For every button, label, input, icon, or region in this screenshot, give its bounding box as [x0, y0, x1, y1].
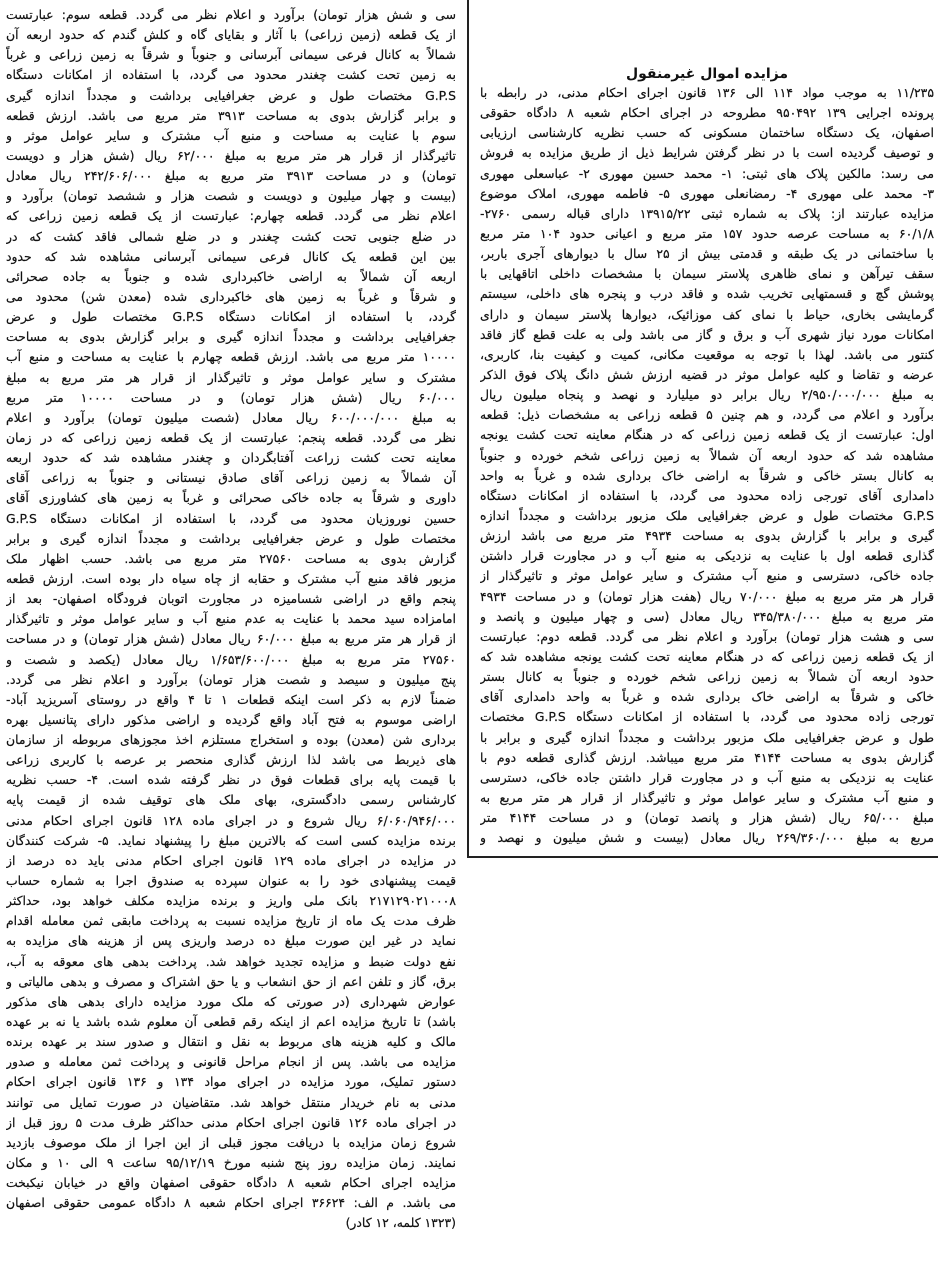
notice-text-line: و برابر گزارش بدوی به مساحت ۳۹۱۳ متر مربع می باشد. ارزش قطعه	[6, 107, 456, 123]
notice-text-line: برق، گاز و تلفن اعم از حق انشعاب و یا حق اشتراک و مصرف و بدهی مالیاتی و	[6, 973, 456, 989]
notice-text-line: به مبلغ ۶۰۰/۰۰۰/۰۰۰ ریال معادل (شصت میلیون تومان) برآورد و اعلام	[6, 409, 456, 425]
notice-text-line: مزایده اجرای احکام شعبه ۸ دادگاه حقوقی اصفهان واقع در خیابان نیکبخت	[6, 1175, 456, 1191]
notice-text-line: امامزاده سید محمد با عنایت به عدم منبع آب و سایر عوامل موثر و تاثیرگذار	[6, 611, 456, 627]
notice-text-line: نمایند. زمان مزایده روز پنج شنبه مورخ ۹۵/۱۲/۱۹ ساعت ۹ الی ۱۰ و مکان	[6, 1155, 456, 1171]
notice-text-line: برداری شن (معدن) بوده و استخراج مستلزم اخذ مجوزهای مربوطه از سازمان	[6, 732, 456, 748]
notice-text-line: شروع زمان مزایده با دریافت مجوز قبلی از این اجرا از ملک موصوف بازدید	[6, 1134, 456, 1150]
notice-text-line: می باشد. م الف: ۳۶۶۲۴ اجرای احکام شعبه ۸ دادگاه عمومی حقوقی اصفهان	[6, 1195, 456, 1211]
notice-text-line: بین این قطعه یک کانال فرعی سیمانی آبرسانی مشاهده شد که حدود	[6, 248, 456, 264]
notice-left-column	[6, 5, 456, 1234]
notice-text-line: نفع دولت ضبط و مزایده تجدید خواهد شد. پرداخت بدهی های معوقه به آب،	[6, 953, 456, 969]
notice-text-line: گردد، با استفاده از امکانات دستگاه G.P.S مختصات طول و عرض	[6, 309, 456, 325]
notice-text-line: ضمناً لازم به ذکر است اینکه قطعات ۱ تا ۴ واقع در روستای آسریزید آباد-	[6, 691, 456, 707]
notice-text-line: مدنی به نام خریدار منتقل خواهد شد. متقاضیان در صورت تمایل می توانند	[6, 1094, 456, 1110]
notice-text-line: نظر می گردد. قطعه پنجم: عبارتست از یک قطعه زمین زراعی که در زمان	[6, 429, 456, 445]
notice-text-line: مبلغ ۶۵/۰۰۰ ریال (شش هزار و پانصد تومان) و در مساحت ۴۱۴۴ متر	[480, 810, 934, 826]
notice-text-line: از قرار هر متر مربع به مبلغ ۶۰/۰۰۰ ریال معادل (شش هزار تومان) و در مساحت	[6, 631, 456, 647]
notice-text-line: پرونده اجرایی ۱۳۹ ۹۵۰۴۹۲ مطروحه در اجرای احکام شعبه ۸ دادگاه حقوقی	[480, 105, 934, 121]
notice-text-line: پوشش گچ و قسمتهایی تخریب شده و فاقد درب و پنجره های داخلی، سیستم	[480, 286, 934, 302]
notice-text-line: اربعه آن شمالاً به اراضی خاکبرداری شده و جنوباً به جاده صحرائی	[6, 268, 456, 284]
notice-text-line: شمالاً به کانال فرعی سیمانی آبرسانی و جنوباً و شرقاً به زمین زراعی و غرباً	[6, 47, 456, 63]
notice-text-line: جغرافیایی برداشت و مجدداً اندازه گیری و برابر گزارش بدوی به مساحت	[6, 329, 456, 345]
notice-text-line: اعلام نظر می گردد. قطعه چهارم: عبارتست از یک قطعه زمین زراعی که	[6, 208, 456, 224]
notice-text-line: (۱۳۲۳ کلمه، ۱۲ کادر)	[345, 1215, 456, 1231]
notice-text-line: ظرف مدت یک ماه از تاریخ مزایده نسبت به پرداخت مابقی ثمن معامله اقدام	[6, 913, 456, 929]
notice-text-line: طول و عرض جغرافیایی ملک مزبور برداشت و مجدداً اندازه گیری و برابر با	[480, 729, 934, 745]
notice-text-line: در ضلع جنوبی تحت کشت چغندر و در ضلع شمالی فاقد کشت که در	[6, 228, 456, 244]
notice-text-line: گرمایشی بخاری، حیاط با نمای کف موزائیک، دیوارها پلاستر سیمان و دارای	[480, 306, 934, 322]
notice-text-line: متر مربع به مبلغ ۳۴۵/۳۸۰/۰۰۰ ریال معادل (سی و چهار میلیون و پانصد و	[480, 608, 934, 624]
notice-text-line: حسین نوروزیان محدود می گردد، با استفاده از امکانات دستگاه G.P.S	[6, 510, 456, 526]
notice-text-line: گذاری قطعه اول با عنایت به نزدیکی به منبع آب و در مجاورت قرار داشتن	[480, 548, 934, 564]
notice-text-line: عرضه و تقاضا و کلیه عوامل موثر در قضیه ارزش شش دانگ پلاک فوق الذکر	[480, 366, 934, 382]
notice-text-line: برنده مزایده کسی است که بالاترین مبلغ را پیشنهاد نماید. ۵- شرکت کنندگان	[6, 832, 456, 848]
notice-text-line: ۶/۰۶۰/۹۴۶/۰۰۰ ریال شروع و در اجرای ماده ۱۲۸ قانون اجرای احکام مدنی	[6, 812, 456, 828]
notice-text-line: سی و شش هزار تومان) برآورد و اعلام نظر می گردد. قطعه سوم: عبارتست	[6, 7, 456, 22]
notice-text-line: مالک و کلیه هزینه های مربوط به نقل و انتقال و صدور سند بر عهده برنده	[6, 1034, 456, 1050]
notice-text-line: ۱۱/۲۳۵ به موجب مواد ۱۱۴ الی ۱۳۶ قانون اجرای احکام مدنی، در رابطه با	[480, 85, 934, 100]
notice-text-line: مزایده عبارتند از: پلاک به شماره ثبتی ۱۳۹۱۵/۲۲ دارای قباله رسمی ۲۷۶۰-	[480, 205, 934, 221]
notice-text-line: پنج میلیون و سیصد و شصت هزار تومان) برآورد و اعلام نظر می گردد.	[6, 671, 456, 687]
notice-text-line: ۲۷۵۶۰ متر مربع به مبلغ ۱/۶۵۳/۶۰۰/۰۰۰ ریال معادل (یکصد و شصت و	[6, 651, 456, 667]
notice-text-line: G.P.S مختصات طول و عرض جغرافیایی ملک مزبور برداشت و مجدداً اندازه	[480, 507, 934, 523]
notice-text-line: و منبع آب مشترک و سایر عوامل موثر و تاثیرگذار از قرار هر متر مربع به	[480, 789, 934, 805]
notice-text-line: اراضی موسوم به فتح آباد واقع گردیده و اراضی مذکور دارای پتانسیل بهره	[6, 711, 456, 727]
column-divider-rule	[467, 0, 469, 858]
notice-text-line: گزارش بدوی به مساحت ۴۱۴۴ متر مربع میباشد. ارزش گذاری قطعه دوم با	[480, 749, 934, 765]
notice-text-line: و توصیف گردیده است با در نظر گرفتن شرایط ذیل از طریق مزایده به فروش	[480, 145, 934, 161]
notice-text-line: سی و هشت هزار تومان) برآورد و اعلام نظر می گردد. قطعه دوم: عبارتست	[480, 628, 934, 644]
notice-text-line: مشاهده شد که حدود اربعه آن شمالاً به زمین زراعی شخم خورده و جنوباً	[480, 447, 934, 463]
notice-text-line: حدود اربعه آن شمالاً به زمین زراعی شخم خورده و جنوباً به کانال بستر	[480, 669, 934, 685]
notice-text-line: باشد) تا تاریخ مزایده اعم از اینکه رقم قطعی آن معلوم شده باشد یا نه بر عهده	[6, 1014, 456, 1030]
notice-text-line: ۲۱۷۱۲۹۰۲۱۰۰۰۸ بانک ملی واریز و برنده مزایده مکلف خواهد بود، حداکثر	[6, 893, 456, 909]
notice-right-column	[480, 83, 934, 848]
notice-text-line: کارشناس رسمی دادگستری، بهای ملک های توقیف شده از قیمت پایه	[6, 792, 456, 808]
notice-text-line: کنتور می باشد. لهذا با توجه به موقعیت مکانی، کمیت و کیفیت بنا، کاربری،	[480, 346, 934, 362]
notice-text-line: سقف تیرآهن و نمای ظاهری پلاستر سیمان با مشخصات داخلی اتاقهایی با	[480, 266, 934, 282]
notice-text-line: مزایده می باشد. پس از انجام مراحل قانونی و پرداخت ثمن معامله و صدور	[6, 1054, 456, 1070]
notice-text-line: ۳- محمد علی مهوری ۴- رمضانعلی مهوری ۵- فاطمه مهوری، املاک موضوع	[480, 185, 934, 201]
notice-text-line: از یک قطعه (زمین زراعی) با آثار و بقایای گاه و کلش گندم که حدود اربعه آن	[6, 27, 456, 43]
notice-text-line: به زمین تحت کشت چغندر محدود می گردد، با استفاده از امکانات دستگاه	[6, 67, 456, 83]
notice-text-line: تومان) و در مساحت ۳۹۱۳ متر مربع به مبلغ ۲۴۲/۶۰۶/۰۰۰ ریال معادل	[6, 168, 456, 184]
notice-text-line: تاثیرگذار از قرار هر متر مربع به مبلغ ۶۲/۰۰۰ ریال (شش هزار و دویست	[6, 147, 456, 163]
notice-text-line: تورجی زاده محدود می گردد، با استفاده از امکانات دستگاه G.P.S مختصات	[480, 709, 934, 725]
notice-text-line: قرار هر متر مربع به مبلغ ۷۰/۰۰۰ ریال (هفت هزار تومان) و در مساحت ۴۹۳۴	[480, 588, 934, 604]
notice-text-line: داوری و شرقاً به جاده خاکی صحرائی و غرباً به زمین های کشاورزی آقای	[6, 490, 456, 506]
notice-text-line: اول: عبارتست از یک قطعه زمین زراعی که در هنگام معاینه تحت کشت یونجه	[480, 427, 934, 443]
notice-text-line: با قیمت پایه برای قطعات فوق در نظر گرفته شده است. ۴- حسب نظریه	[6, 772, 456, 788]
notice-text-line: با ساختمانی در یک طبقه و قدمتی بیش از ۲۵ سال با دیوارهای آجری باربر،	[480, 246, 934, 262]
notice-text-line: در اجرای ماده ۱۲۶ قانون اجرای احکام مدنی حداکثر ظرف مدت ۵ روز قبل از	[6, 1114, 456, 1130]
notice-text-line: قیمت پیشنهادی خود را به عنوان سپرده به صندوق اجرا به شماره حساب	[6, 873, 456, 889]
notice-text-line: گزارش بدوی به مساحت ۲۷۵۶۰ متر مربع می باشد. حسب اظهار ملک	[6, 550, 456, 566]
notice-text-line: پنجم واقع در اراضی شسامیزه در مجاورت اتوبان فرودگاه اصفهان- بعد از	[6, 591, 456, 607]
notice-text-line: آن شمالاً به زمین زراعی آقای صادق نیستانی و جنوباً به زراعی آقای	[6, 470, 456, 486]
notice-text-line: خاکی و شرقاً به اراضی خاک برداری شده و غرباً به واحد دامداری آقای	[480, 689, 934, 705]
notice-text-line: ۶۰/۰۰۰ ریال (شش هزار تومان) و در مساحت ۱۰۰۰۰ متر مربع	[6, 389, 456, 405]
notice-text-line: جاده خاکی، دسترسی و منبع آب مشترک و سایر عوامل موثر و تاثیرگذار از	[480, 568, 934, 584]
notice-text-line: امکانات مورد نیاز شهری آب و برق و گاز می باشد ولی به علت قطع گاز فاقد	[480, 326, 934, 342]
notice-text-line: عنایت به نزدیکی به منبع آب و در مجاورت قرار داشتن جاده خاکی، دسترسی	[480, 769, 934, 785]
notice-text-line: ۱۰۰۰۰ متر مربع می باشد. ارزش قطعه چهارم با عنایت به مساحت و منبع آب	[6, 349, 456, 365]
notice-text-line: (بیست و چهار میلیون و دویست و شصت هزار و ششصد تومان) برآورد و	[6, 188, 456, 204]
notice-text-line: G.P.S مختصات طول و عرض جغرافیایی برداشت و مجدداً اندازه گیری	[6, 87, 456, 103]
notice-text-line: گیری و برابر با گزارش بدوی به مساحت ۴۹۳۴ متر مربع می باشد ارزش	[480, 528, 934, 544]
notice-text-line: مزبور فاقد منبع آب مشترک و حقابه از چاه سیاه دار بوده است. ارزش قطعه	[6, 570, 456, 586]
notice-text-line: ۶۰/۱/۸ به مساحت عرصه حدود ۱۵۷ متر مربع و اعیانی حدود ۱۰۴ متر مربع	[480, 225, 934, 241]
notice-text-line: دستور تملیک، مورد مزایده در اجرای مواد ۱۳۴ و ۱۳۶ قانون اجرای احکام	[6, 1074, 456, 1090]
notice-text-line: مربع به مبلغ ۲۶۹/۳۶۰/۰۰۰ ریال معادل (بیست و شش میلیون و نهصد و	[480, 830, 934, 846]
notice-text-line: نماید در غیر این صورت مبلغ ده درصد واریزی پس از هزینه های مزایده به	[6, 933, 456, 949]
notice-text-line: برآورد و اعلام می گردد، و هم چنین ۵ قطعه زراعی به مشخصات ذیل: قطعه	[480, 407, 934, 423]
notice-text-line: مختصات طول و عرض جغرافیایی برداشت و مجدداً اندازه گیری و برابر	[6, 530, 456, 546]
notice-text-line: به مبلغ ۲/۹۵۰/۰۰۰/۰۰۰ ریال برابر دو میلیارد و نهصد و پنجاه میلیون ریال	[480, 387, 934, 403]
notice-title: مزایده اموال غیرمنقول	[625, 66, 789, 82]
notice-text-line: معاینه تحت کشت زراعت آفتابگردان و چغندر مشاهده شد که حدود اربعه	[6, 450, 456, 466]
notice-text-line: می رسد: مالکین پلاک های ثبتی: ۱- محمد حسین مهوری ۲- عباسعلی مهوری	[480, 165, 934, 181]
notice-text-line: های ذیربط می باشد لذا ارزش گذاری منحصر بر عرصه با کاربری زراعی	[6, 752, 456, 768]
notice-text-line: دامداری آقای تورجی زاده محدود می گردد، با استفاده از امکانات دستگاه	[480, 487, 934, 503]
notice-text-line: مشترک و سایر عوامل موثر و تاثیرگذار از قرار هر متر مربع به مبلغ	[6, 369, 456, 385]
notice-text-line: از یک قطعه زمین زراعی که در هنگام معاینه تحت کشت یونجه مشاهده شد که	[480, 648, 934, 664]
notice-text-line: سوم با عنایت به مساحت و منبع آب مشترک و سایر عوامل موثر و	[6, 127, 456, 143]
notice-box-bottom-rule	[467, 856, 938, 858]
notice-text-line: در مزایده در اجرای ماده ۱۲۹ قانون اجرای احکام مدنی باید ده درصد از	[6, 852, 456, 868]
notice-text-line: به کانال بستر خاکی و شرقاً به اراضی خاک برداری شده و غرباً به واحد	[480, 467, 934, 483]
notice-text-line: عوارض شهرداری (در صورتی که ملک مورد مزایده دارای بدهی های مذکور	[6, 993, 456, 1009]
notice-text-line: و شرقاً و غرباً به زمین های خاکبرداری شده (معدن شن) محدود می	[6, 288, 456, 304]
notice-text-line: اصفهان، یک دستگاه ساختمان مسکونی که حسب نظریه کارشناسی ارزیابی	[480, 125, 934, 141]
